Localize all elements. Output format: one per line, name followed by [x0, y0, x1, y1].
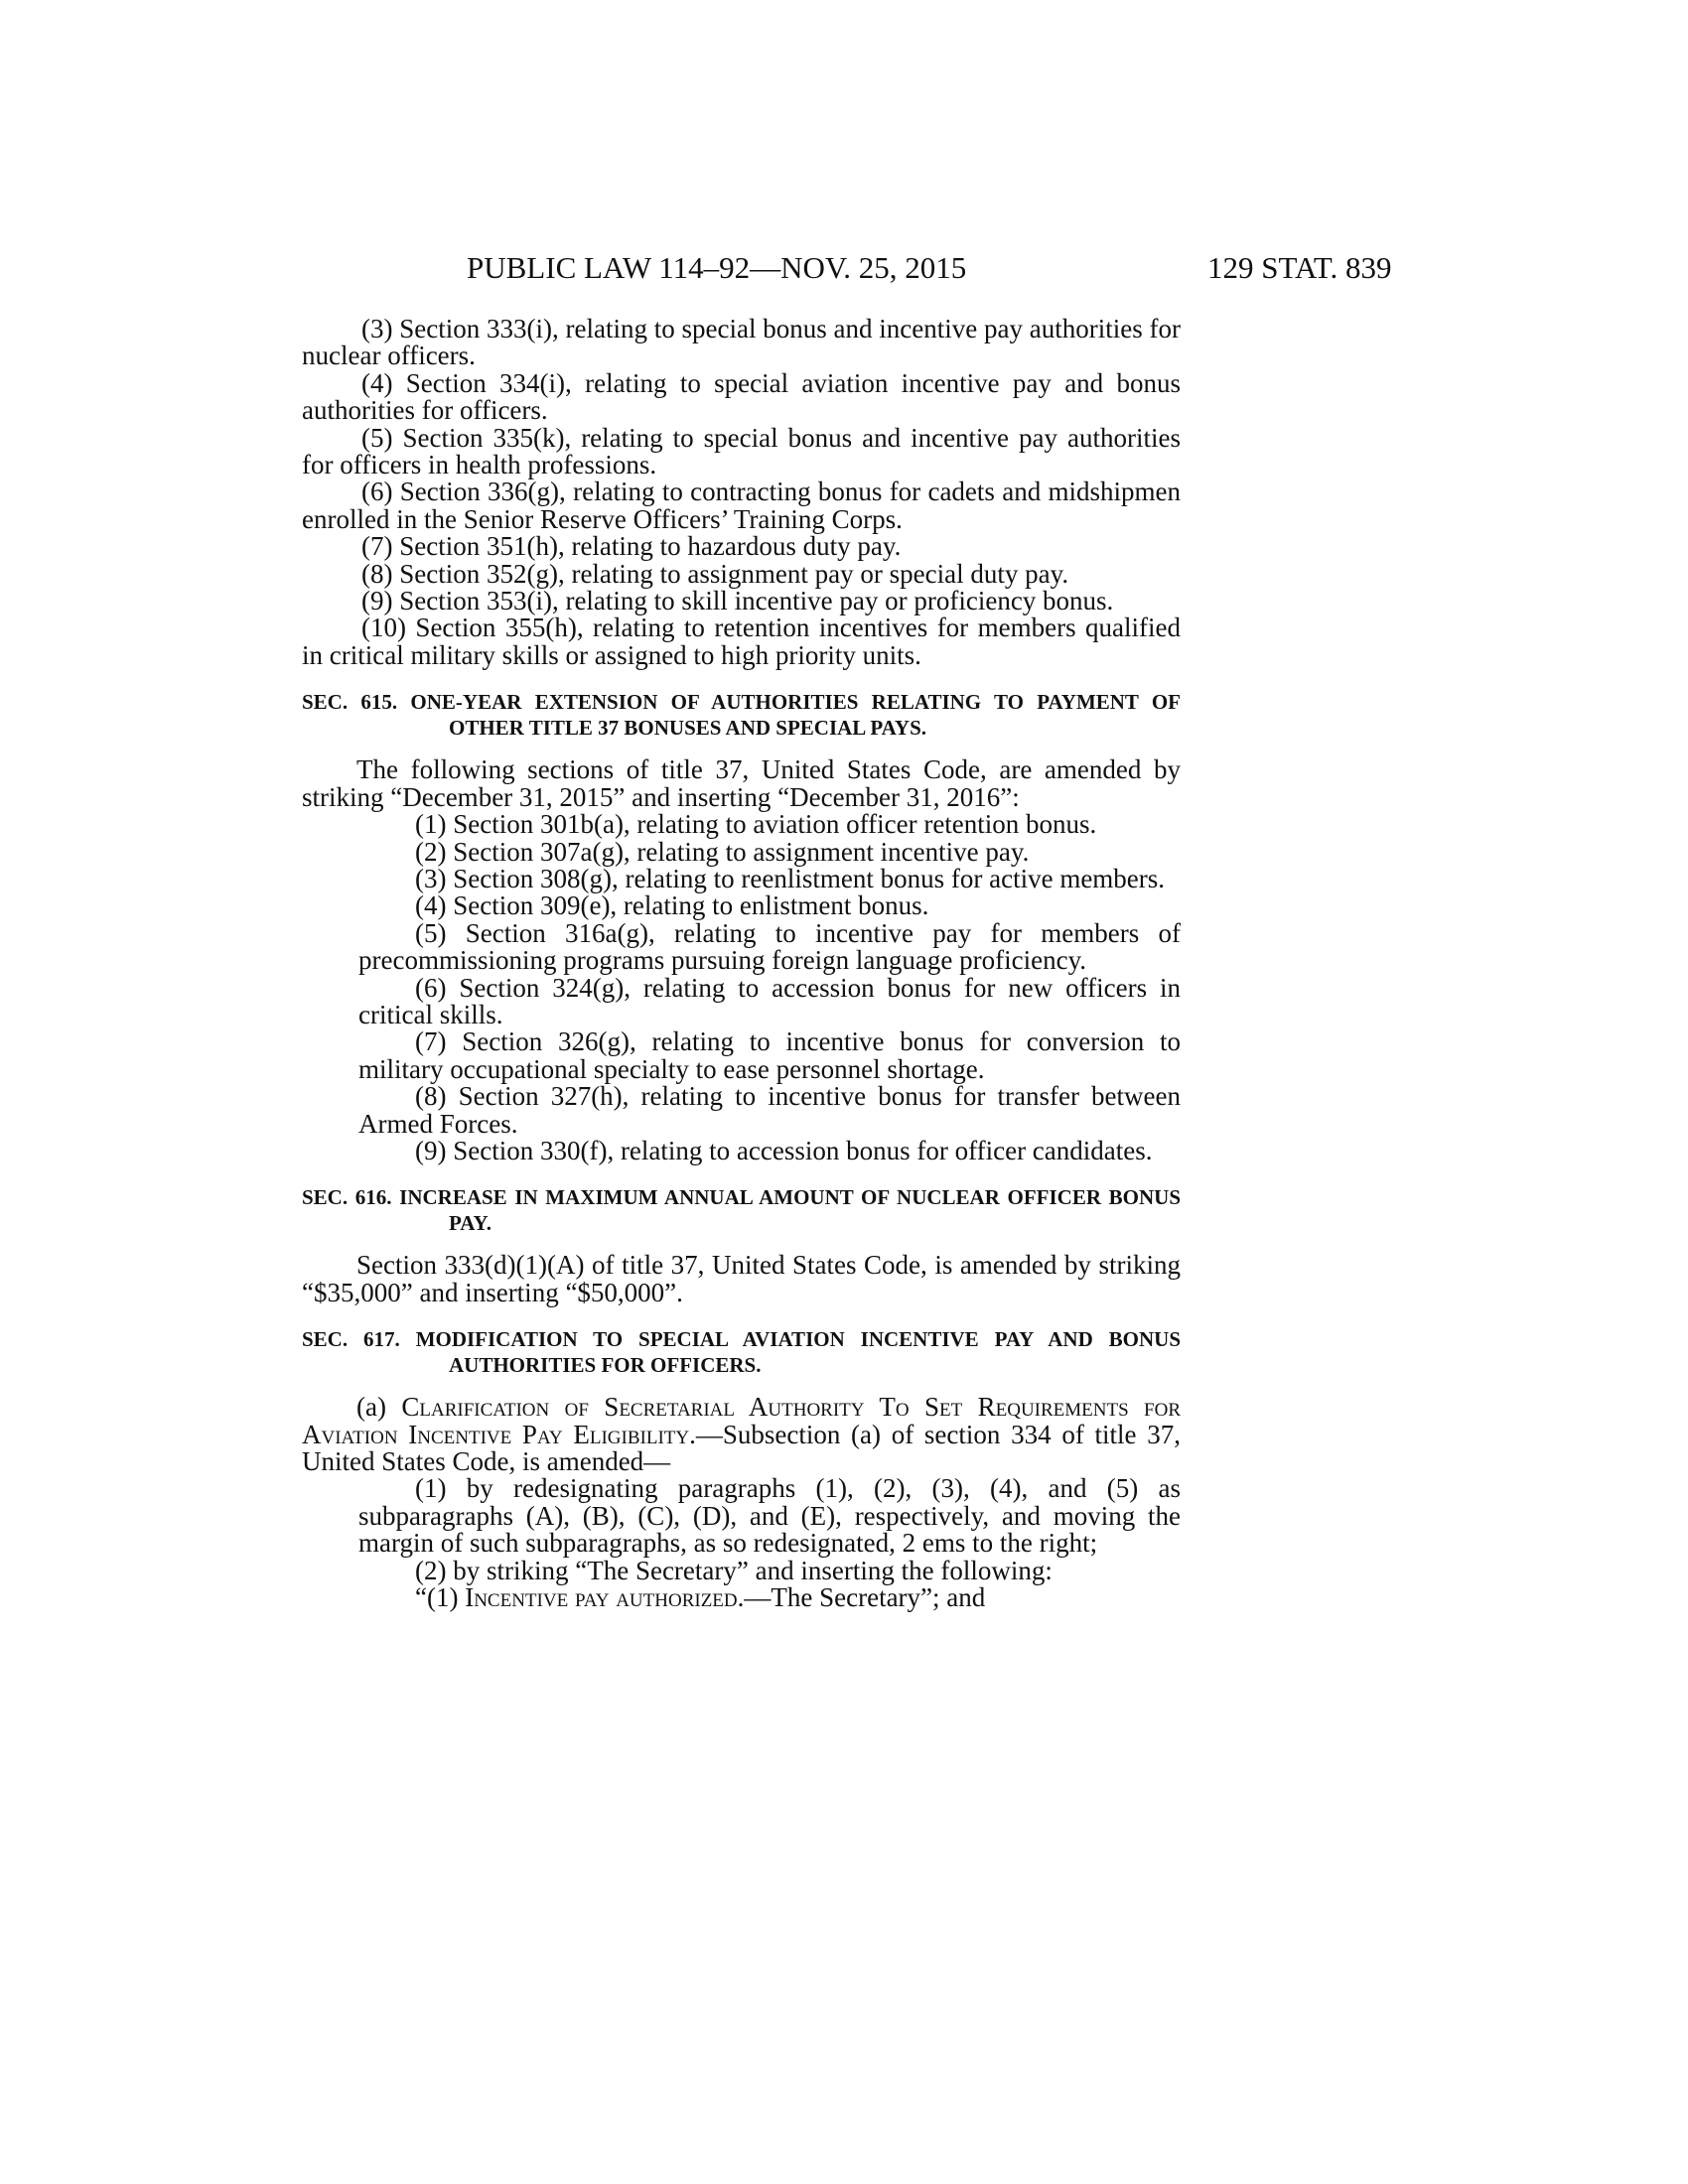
section-label: SEC. 616. — [302, 1185, 392, 1210]
list-item: (8) Section 352(g), relating to assignment pay or special duty pay. — [361, 558, 1069, 589]
section-label: SEC. 615. — [302, 690, 398, 715]
list-item: (2) by striking “The Secretary” and inserting the following: — [415, 1555, 1053, 1585]
list-item: (5) Section 316a(g), relating to incentive pay for members of precommissioning programs pursuing foreign language proficiency. — [358, 917, 1181, 976]
subsection-enum: (a) — [356, 1392, 386, 1423]
section-title: INCREASE IN MAXIMUM ANNUAL AMOUNT OF NUCLEAR OFFICER BONUS PAY. — [399, 1185, 1182, 1236]
list-item: (9) Section 330(f), relating to accession bonus for officer candidates. — [415, 1135, 1153, 1165]
list-item: (10) Section 355(h), relating to retention incentives for members qualified in critical military skills or assigned to high priority units. — [302, 613, 1181, 670]
list-item: (7) Section 326(g), relating to incentive bonus for conversion to military occupational specialty to ease personnel shortage. — [358, 1026, 1181, 1084]
section-616-body: Section 333(d)(1)(A) of title 37, United States Code, is amended by striking “$35,000” and inserting “$50,000”. — [302, 1250, 1181, 1307]
statutes-page-number: 129 STAT. 839 — [1207, 250, 1392, 285]
quoted-enum: “(1) — [415, 1582, 459, 1613]
subsection-caption: Clarification of Secretarial Authority To Set Requirements for Aviation Incentive Pay Eligibility. — [302, 1392, 1182, 1449]
list-item: (6) Section 324(g), relating to accession bonus for new officers in critical skills. — [358, 972, 1181, 1029]
list-item: (4) Section 334(i), relating to special aviation incentive pay and bonus authorities for officers. — [302, 367, 1181, 426]
list-item: (1) Section 301b(a), relating to aviation officer retention bonus. — [415, 809, 1097, 840]
quoted-caption: Incentive pay authorized. — [465, 1582, 745, 1613]
list-item: (6) Section 336(g), relating to contracting bonus for cadets and midshipmen enrolled in the Senior Reserve Officers’ Training Corps. — [302, 477, 1181, 534]
list-item: (3) Section 333(i), relating to special bonus and incentive pay authorities for nuclear officers. — [302, 314, 1181, 371]
list-item: (9) Section 353(i), relating to skill incentive pay or proficiency bonus. — [361, 586, 1114, 616]
subsection-a — [302, 1394, 1181, 1475]
list-item: (7) Section 351(h), relating to hazardous duty pay. — [361, 531, 902, 562]
list-item: (5) Section 335(k), relating to special bonus and incentive pay authorities for officers in health professions. — [302, 422, 1181, 480]
list-item: (2) Section 307a(g), relating to assignment incentive pay. — [415, 836, 1030, 867]
section-617-heading — [302, 1326, 1181, 1378]
section-615-heading — [302, 689, 1181, 741]
subsection-text: —Subsection (a) of section 334 of title 37, United States Code, is amended— — [302, 1419, 1181, 1476]
list-item: (4) Section 309(e), relating to enlistment bonus. — [415, 890, 929, 921]
running-header — [0, 250, 1688, 290]
section-615-intro: The following sections of title 37, United States Code, are amended by striking “December 31, 2015” and inserting “December 31, 2016”: — [302, 754, 1181, 812]
section-title: MODIFICATION TO SPECIAL AVIATION INCENTIVE PAY AND BONUS AUTHORITIES FOR OFFICERS. — [415, 1327, 1181, 1378]
list-item: (1) by redesignating paragraphs (1), (2), (3), (4), and (5) as subparagraphs (A), (B), (C), (D), and (E), respectively, and moving the margin of such subparagraphs, as so redesignated, 2 ems to the right; — [358, 1473, 1181, 1559]
public-law-citation: PUBLIC LAW 114–92—NOV. 25, 2015 — [467, 250, 967, 285]
list-item: (3) Section 308(g), relating to reenlistment bonus for active members. — [415, 863, 1166, 893]
section-label: SEC. 617. — [302, 1327, 400, 1352]
quoted-rest: —The Secretary”; and — [744, 1582, 986, 1613]
list-item: (8) Section 327(h), relating to incentive bonus for transfer between Armed Forces. — [358, 1081, 1181, 1139]
section-title: ONE-YEAR EXTENSION OF AUTHORITIES RELATING TO PAYMENT OF OTHER TITLE 37 BONUSES AND SPECIAL PAYS. — [410, 690, 1181, 741]
page-body — [302, 316, 1181, 1611]
quoted-text — [302, 1584, 1181, 1611]
section-616-heading — [302, 1184, 1181, 1236]
